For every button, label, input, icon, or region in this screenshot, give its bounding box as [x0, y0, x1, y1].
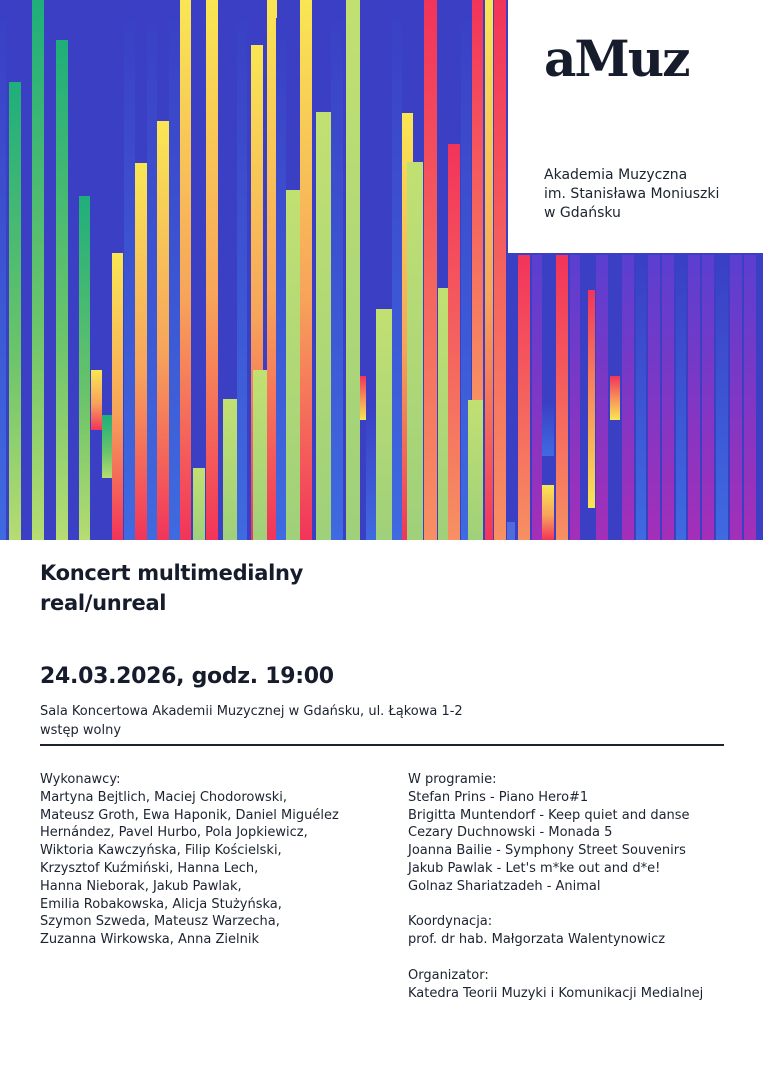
- organizer-block: [408, 967, 703, 1003]
- performer-line: Martyna Bejtlich, Maciej Chodorowski,: [40, 789, 288, 805]
- coordination-heading: Koordynacja:: [408, 914, 493, 930]
- program-block: [408, 771, 703, 896]
- performer-line: Hanna Nieborak, Jakub Pawlak,: [40, 878, 242, 894]
- program-item: Joanna Bailie - Symphony Street Souvenirs: [408, 843, 686, 859]
- venue-address: Sala Koncertowa Akademii Muzycznej w Gdańsku, ul. Łąkowa 1-2: [40, 704, 463, 719]
- performer-line: Emilia Robakowska, Alicja Stużyńska,: [40, 896, 282, 912]
- program-item: Stefan Prins - Piano Hero#1: [408, 789, 589, 805]
- program-item: Jakub Pawlak - Let's m*ke out and d*e!: [408, 860, 661, 876]
- event-title-line: Koncert multimedialny: [40, 561, 304, 585]
- organizer-heading: Organizator:: [408, 967, 489, 983]
- coordinator-name: prof. dr hab. Małgorzata Walentynowicz: [408, 932, 666, 948]
- admission-info: wstęp wolny: [40, 723, 122, 738]
- performer-line: Krzysztof Kuźmiński, Hanna Lech,: [40, 860, 259, 876]
- logo-panel: [508, 0, 763, 253]
- performer-line: Zuzanna Wirkowska, Anna Zielnik: [40, 932, 259, 948]
- performer-line: Hernández, Pavel Hurbo, Pola Jopkiewicz,: [40, 825, 308, 841]
- event-title: [40, 558, 303, 618]
- program-item: Brigitta Muntendorf - Keep quiet and danse: [408, 807, 690, 823]
- amuz-logo: aMuz: [544, 29, 689, 88]
- institution-line: im. Stanisława Moniuszki: [544, 186, 720, 202]
- divider-line: [40, 744, 724, 746]
- institution-line: w Gdańsku: [544, 205, 621, 221]
- performer-line: Mateusz Groth, Ewa Haponik, Daniel Miguélez: [40, 807, 339, 823]
- event-datetime: 24.03.2026, godz. 19:00: [40, 664, 334, 689]
- program-item: Golnaz Shariatzadeh - Animal: [408, 878, 601, 894]
- program-heading: W programie:: [408, 772, 497, 787]
- event-venue: [40, 702, 463, 740]
- performers-section: [40, 771, 339, 949]
- institution-name: [544, 166, 719, 223]
- institution-line: Akademia Muzyczna: [544, 167, 688, 183]
- organizer-name: Katedra Teorii Muzyki i Komunikacji Medialnej: [408, 985, 704, 1001]
- program-item: Cezary Duchnowski - Monada 5: [408, 825, 613, 841]
- performer-line: Wiktoria Kawczyńska, Filip Kościelski,: [40, 843, 282, 859]
- performers-heading: Wykonawcy:: [40, 772, 121, 787]
- performer-line: Szymon Szweda, Mateusz Warzecha,: [40, 914, 280, 930]
- program-section: [408, 771, 703, 1020]
- coordination-block: [408, 913, 703, 949]
- event-title-line: real/unreal: [40, 591, 167, 615]
